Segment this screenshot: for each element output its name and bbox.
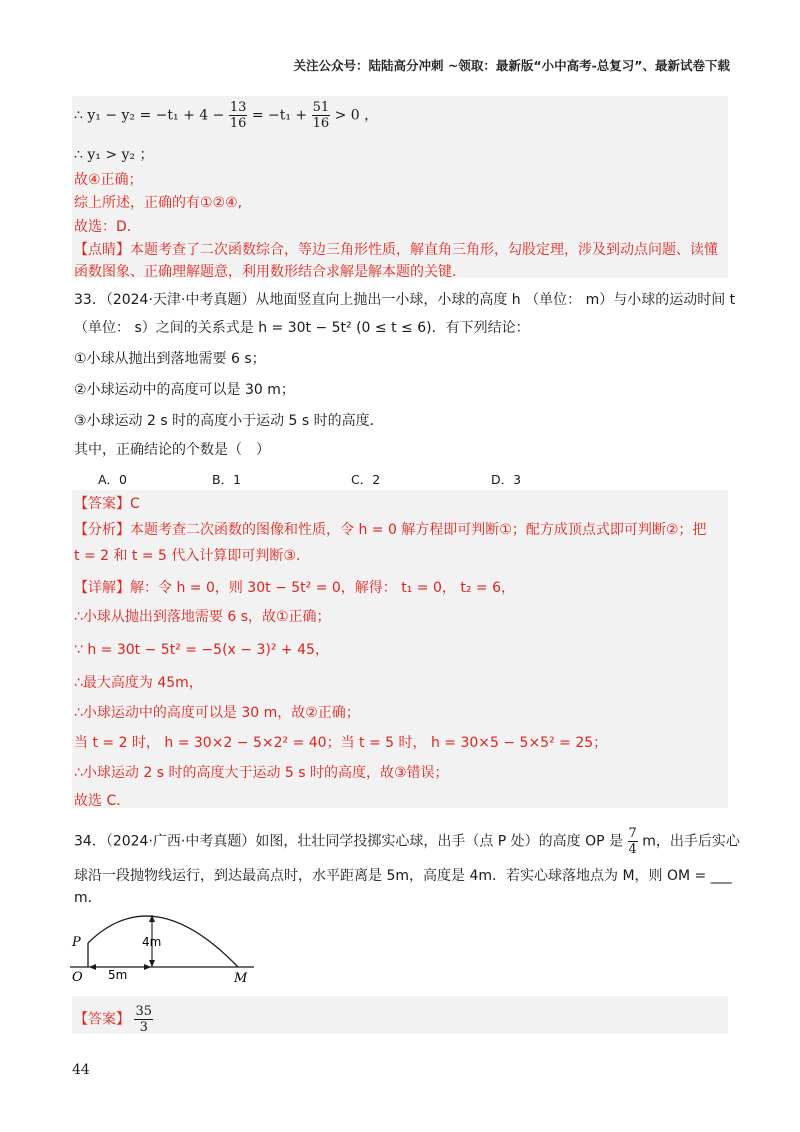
question-33-stem: （单位： s）之间的关系式是 h = 30t − 5t² (0 ≤ t ≤ 6)．有下列结论：	[74, 320, 530, 336]
conclusion-line: 故④正确；	[74, 172, 143, 188]
detail-line: 故选 C．	[74, 793, 131, 809]
trajectory-curve	[88, 916, 238, 967]
fraction: $\frac{51}{16}$	[312, 100, 330, 131]
page-number: 44	[72, 1062, 90, 1078]
question-33-stem: 33．（2024·天津·中考真题）从地面竖直向上抛出一小球，小球的高度 h （单位： m）与小球的运动时间 t	[74, 292, 736, 308]
choice-line: 故选：D．	[74, 219, 141, 235]
fraction: $\frac{7}{4}$	[628, 826, 637, 857]
detail-line: ∵ h = 30t − 5t² = −5(x − 3)² + 45，	[74, 642, 329, 658]
page-header: 关注公众号：陆陆高分冲刺 ~领取：最新版“小中高考-总复习”、最新试卷下载	[293, 58, 730, 73]
remark-line: 函数图象、正确理解题意，利用数形结合求解是解本题的关键．	[74, 264, 466, 280]
option-a: A．0	[98, 472, 128, 487]
option-b: B．1	[212, 472, 242, 487]
equation-line: ∴ y₁ > y₂ ；	[74, 147, 154, 163]
question-34-stem: 34．（2024·广西·中考真题）如图，壮壮同学投掷实心球，出手（点 P 处）的高度 OP 是 $\frac{7}{4}$ m，出手后实心	[74, 826, 740, 857]
equation-line: ∴ y₁ − y₂ = −t₁ + 4 − $\frac{13}{16}$ = −t₁ + $\frac{51}{16}$ > 0 ，	[74, 100, 379, 131]
statement-1: ①小球从抛出到落地需要 6 s；	[74, 351, 266, 367]
label-m: M	[234, 971, 248, 986]
detail-line: ∴小球从抛出到落地需要 6 s，故①正确；	[74, 609, 331, 625]
detail-line: ∴小球运动中的高度可以是 30 m，故②正确；	[74, 705, 360, 721]
fraction: $\frac{13}{16}$	[229, 100, 247, 131]
detail-line: 当 t = 2 时， h = 30×2 − 5×2² = 40；当 t = 5 时， h = 30×5 − 5×5² = 25；	[74, 735, 608, 751]
remark-line: 【点睛】本题考查了二次函数综合，等边三角形性质，解直角三角形，勾股定理，涉及到动点问题、读懂	[74, 242, 718, 258]
question-34-stem: 球沿一段抛物线运行，到达最高点时，水平距离是 5m，高度是 4m．若实心球落地点为 M，则 OM = ___	[74, 868, 732, 884]
statement-2: ②小球运动中的高度可以是 30 m；	[74, 382, 295, 398]
fraction: $\frac{35}{3}$	[135, 1004, 152, 1035]
option-c: C．2	[351, 472, 381, 487]
option-d: D．3	[491, 472, 522, 487]
answer-line: 【答案】C	[74, 496, 140, 512]
question-34-stem: m．	[74, 890, 102, 906]
label-o: O	[72, 970, 83, 985]
arrow-head	[149, 960, 155, 967]
label-p: P	[72, 935, 81, 950]
summary-line: 综上所述，正确的有①②④,	[74, 195, 243, 211]
statement-3: ③小球运动 2 s 时的高度小于运动 5 s 时的高度．	[74, 413, 384, 429]
detail-line: ∴最大高度为 45m，	[74, 675, 203, 691]
analysis-line: 【分析】本题考查二次函数的图像和性质，令 h = 0 解方程即可判断①；配方成顶点式即可判断②；把	[74, 522, 707, 538]
arrow-head	[144, 964, 151, 970]
label-5m: 5m	[108, 968, 128, 982]
question-prompt: 其中，正确结论的个数是（ ）	[74, 442, 270, 458]
solution-block-34	[72, 996, 728, 1034]
parabola-figure	[68, 903, 268, 987]
label-4m: 4m	[142, 935, 162, 949]
detail-line: 【详解】解：令 h = 0，则 30t − 5t² = 0，解得： t₁ = 0， t₂ = 6，	[74, 580, 515, 596]
answer-line: 【答案】 $\frac{35}{3}$	[74, 1004, 152, 1035]
analysis-line: t = 2 和 t = 5 代入计算即可判断③．	[74, 548, 310, 564]
detail-line: ∴小球运动 2 s 时的高度大于运动 5 s 时的高度，故③错误；	[74, 765, 449, 781]
arrow-head	[89, 964, 96, 970]
